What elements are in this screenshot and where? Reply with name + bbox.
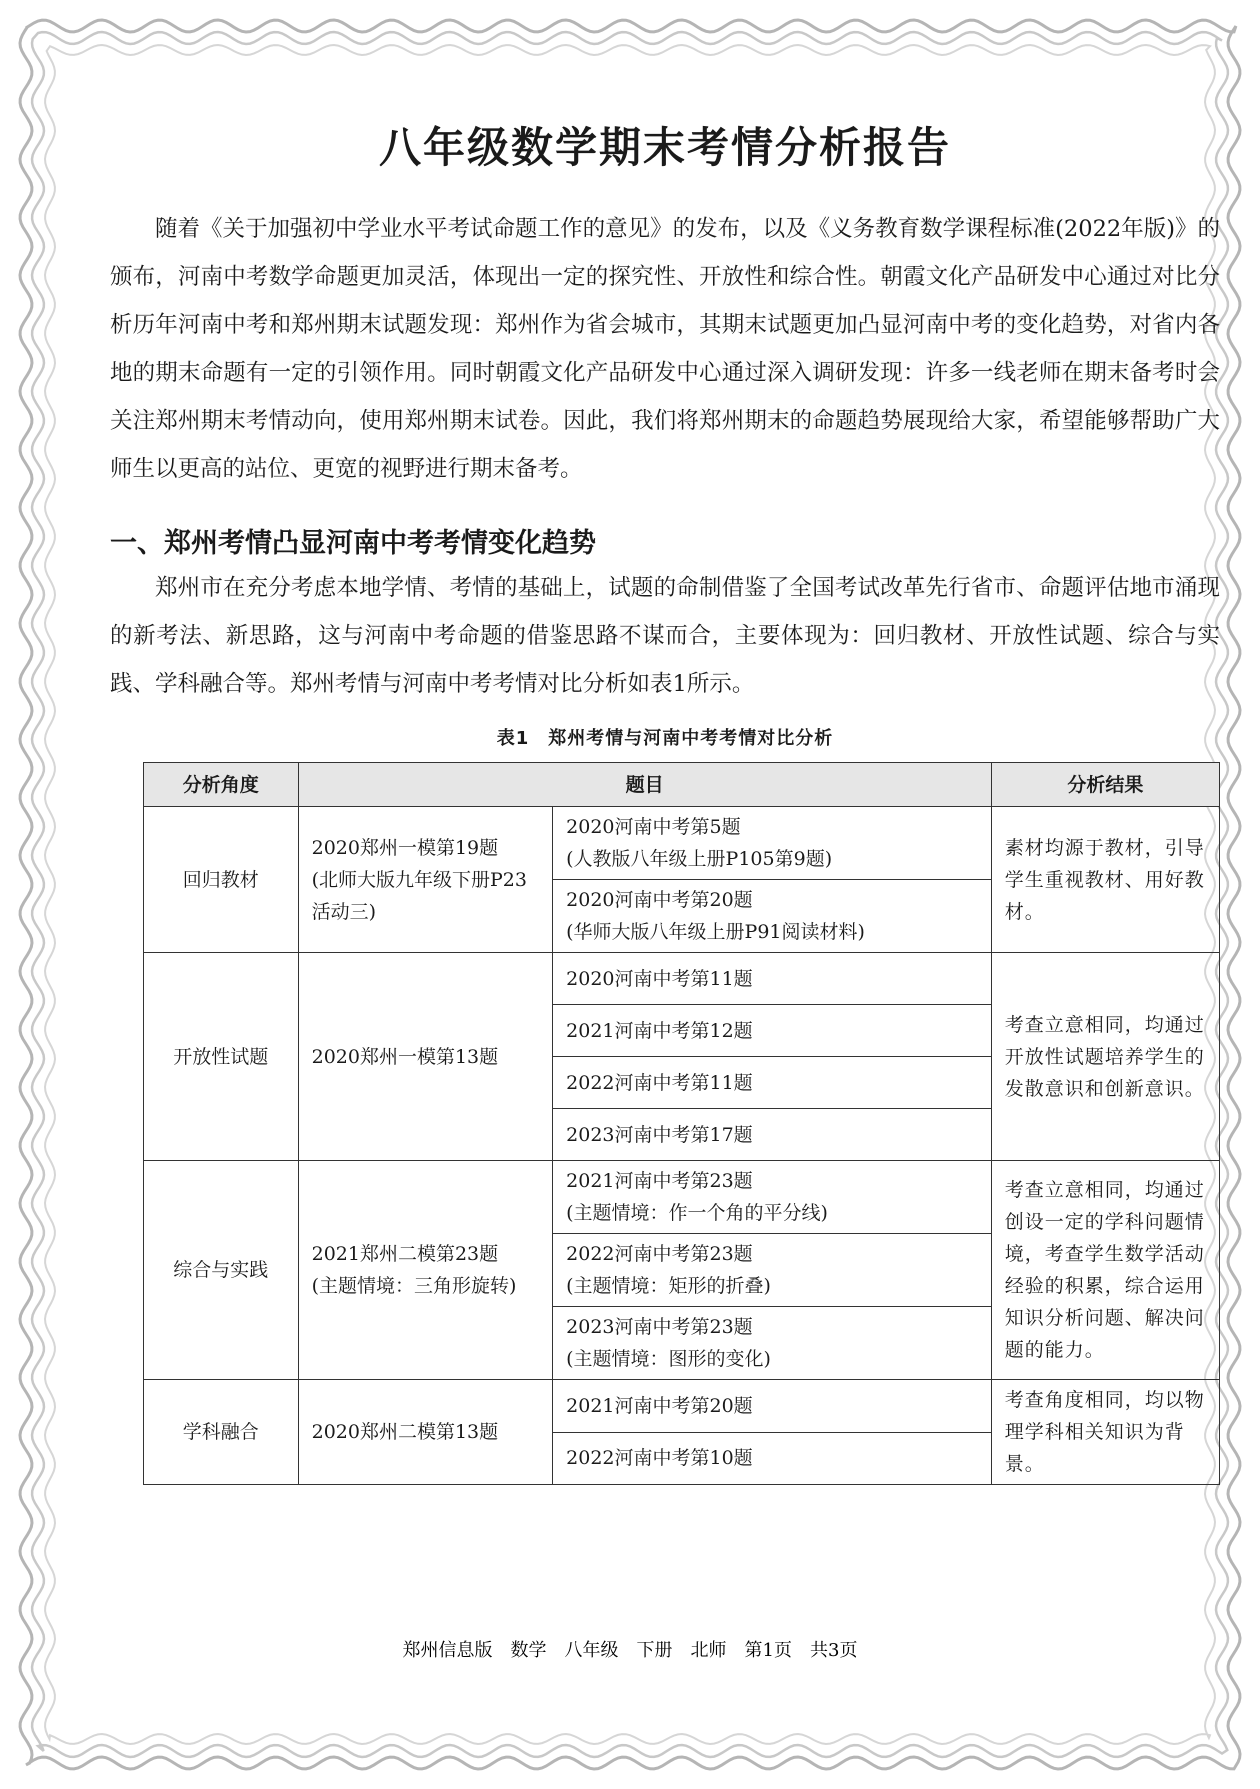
henan-question-cell <box>553 1057 992 1109</box>
analysis-result-cell: 考查立意相同，均通过创设一定的学科问题情境，考查学生数学活动经验的积累，综合运用知识分析问题、解决问题的能力。 <box>991 1161 1219 1380</box>
cell-line: 2023河南中考第17题 <box>566 1123 753 1146</box>
cell-line: 2021郑州二模第23题 <box>311 1243 499 1265</box>
document-page <box>110 95 1220 1485</box>
page-title: 八年级数学期末考情分析报告 <box>378 123 951 172</box>
table-body <box>144 807 1220 1485</box>
analysis-result-cell: 素材均源于教材，引导学生重视教材、用好教材。 <box>991 807 1219 953</box>
header-analysis-result: 分析结果 <box>991 763 1219 807</box>
category-cell: 开放性试题 <box>144 953 299 1161</box>
cell-line: 2021河南中考第12题 <box>566 1019 753 1042</box>
cell-line: (主题情境：矩形的折叠) <box>566 1275 771 1297</box>
cell-line: 2020河南中考第20题 <box>566 889 753 911</box>
henan-question-cell <box>553 1234 992 1307</box>
cell-line: (华师大版八年级上册P91阅读材料) <box>566 921 865 943</box>
analysis-result-cell: 考查角度相同，均以物理学科相关知识为背景。 <box>991 1380 1219 1485</box>
henan-question-cell <box>553 1109 992 1161</box>
cell-line: 2020河南中考第5题 <box>566 816 741 838</box>
cell-line: (北师大版九年级下册P23活动三) <box>311 868 527 923</box>
cell-line: 2020郑州一模第19题 <box>311 836 499 859</box>
cell-line: 2023河南中考第23题 <box>566 1316 753 1338</box>
category-cell: 综合与实践 <box>144 1161 299 1380</box>
henan-question-cell <box>553 880 992 953</box>
zhengzhou-question-cell <box>298 1380 553 1485</box>
cell-line: 2021河南中考第20题 <box>566 1394 753 1417</box>
comparison-table <box>143 762 1220 1485</box>
category-cell: 回归教材 <box>144 807 299 953</box>
table-caption: 表1 郑州考情与河南中考考情对比分析 <box>496 728 834 749</box>
henan-question-cell <box>553 807 992 880</box>
table-row <box>144 953 1220 1005</box>
cell-line: 2020郑州一模第13题 <box>311 1045 499 1068</box>
henan-question-cell <box>553 1161 992 1234</box>
cell-line: (人教版八年级上册P105第9题) <box>566 848 833 870</box>
zhengzhou-question-cell <box>298 807 553 953</box>
cell-line: 2020郑州二模第13题 <box>311 1421 499 1443</box>
page-footer: 郑州信息版 数学 八年级 下册 北师 第1页 共3页 <box>402 1640 858 1661</box>
cell-line: 2021河南中考第23题 <box>566 1170 753 1192</box>
cell-line: 2020河南中考第11题 <box>566 967 753 990</box>
intro-paragraph: 随着《关于加强初中学业水平考试命题工作的意见》的发布，以及《义务教育数学课程标准(2022年版)》的颁布，河南中考数学命题更加灵活，体现出一定的探究性、开放性和综合性。朝霞文化产品研发中心通过对比分析历年河南中考和郑州期末试题发现：郑州作为省会城市，其期末试题更加凸显河南中考的变化趋势，对省内各地的期末命题有一定的引领作用。同时朝霞文化产品研发中心通过深入调研发现：许多一线老师在期末备考时会关注郑州期末考情动向，使用郑州期末试卷。因此，我们将郑州期末的命题趋势展现给大家，希望能够帮助广大师生以更高的站位、更宽的视野进行期末备考。 <box>110 216 1220 482</box>
table-row <box>144 1161 1220 1234</box>
header-analysis-angle: 分析角度 <box>144 763 299 807</box>
cell-line: (主题情境：作一个角的平分线) <box>566 1202 828 1224</box>
section-heading: 一、郑州考情凸显河南中考考情变化趋势 <box>110 528 596 559</box>
section-paragraph: 郑州市在充分考虑本地学情、考情的基础上，试题的命制借鉴了全国考试改革先行省市、命题评估地市涌现的新考法、新思路，这与河南中考命题的借鉴思路不谋而合，主要体现为：回归教材、开放性试题、综合与实践、学科融合等。郑州考情与河南中考考情对比分析如表1所示。 <box>110 575 1220 697</box>
header-questions: 题目 <box>298 763 991 807</box>
henan-question-cell <box>553 1307 992 1380</box>
zhengzhou-question-cell <box>298 953 553 1161</box>
category-cell: 学科融合 <box>144 1380 299 1485</box>
table-header-row <box>144 763 1220 807</box>
henan-question-cell <box>553 1005 992 1057</box>
cell-line: 2022河南中考第11题 <box>566 1071 753 1094</box>
cell-line: (主题情境：图形的变化) <box>566 1348 771 1370</box>
cell-line: (主题情境：三角形旋转) <box>311 1275 517 1297</box>
henan-question-cell <box>553 1432 992 1485</box>
cell-line: 2022河南中考第10题 <box>566 1447 753 1470</box>
analysis-result-cell: 考查立意相同，均通过开放性试题培养学生的发散意识和创新意识。 <box>991 953 1219 1161</box>
henan-question-cell <box>553 1380 992 1433</box>
table-row <box>144 1380 1220 1433</box>
zhengzhou-question-cell <box>298 1161 553 1380</box>
table-row <box>144 807 1220 880</box>
henan-question-cell <box>553 953 992 1005</box>
cell-line: 2022河南中考第23题 <box>566 1243 753 1265</box>
